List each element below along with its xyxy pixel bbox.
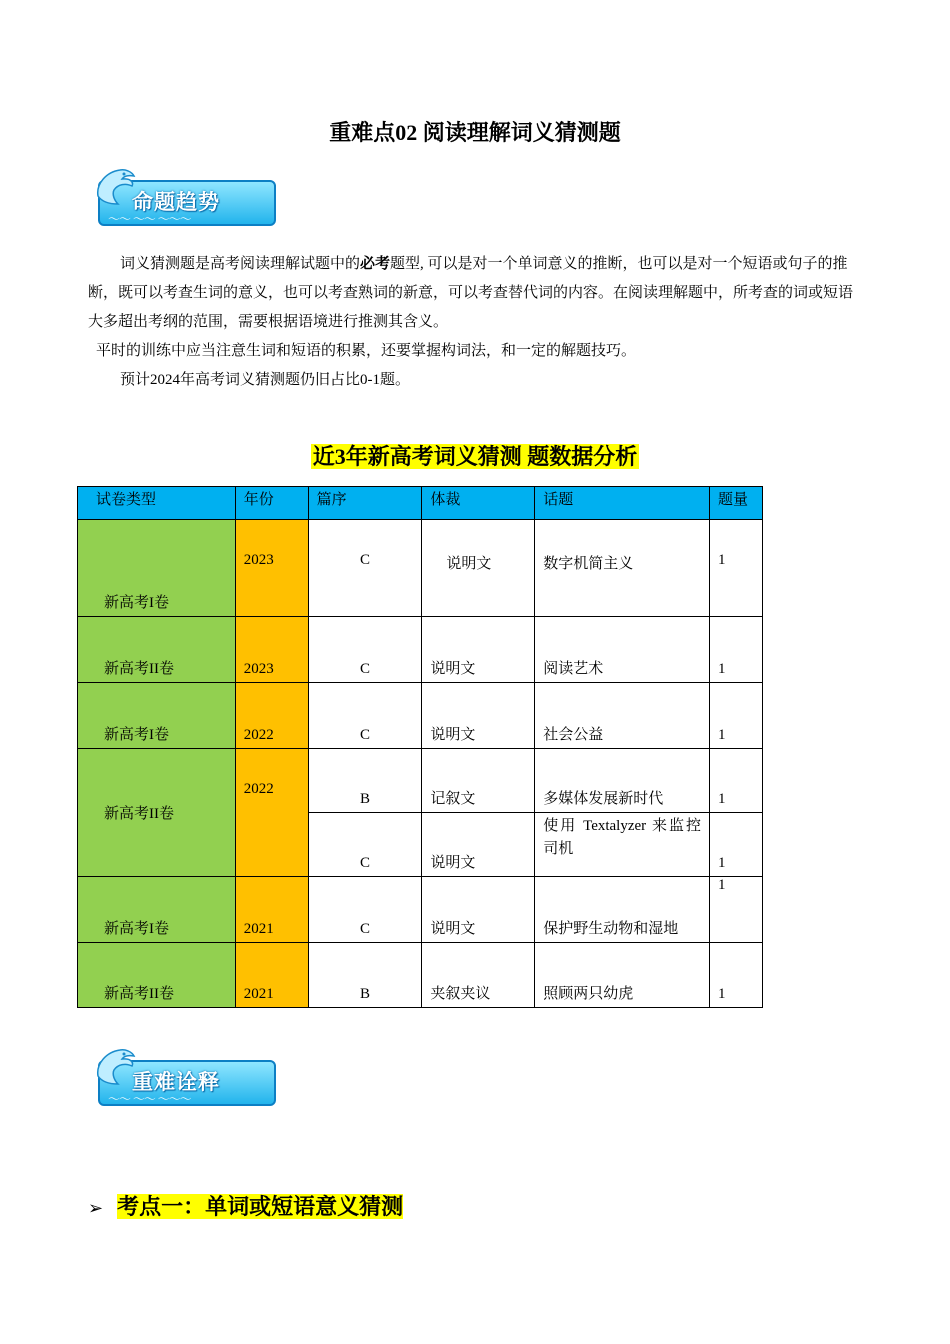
cell-order: C (308, 813, 422, 877)
badge-label: 重难诠释 (132, 1070, 220, 1094)
header-year: 年份 (235, 487, 308, 520)
cell-order: C (308, 520, 422, 617)
cell-count: 1 (710, 749, 763, 813)
table-title-text: 近3年新高考词义猜测 题数据分析 (312, 444, 638, 469)
kaodian-label: 考点一：单词或短语意义猜测 (117, 1194, 404, 1219)
header-order: 篇序 (308, 487, 422, 520)
intro-paragraph-3: 预计2024年高考词义猜测题仍旧占比0-1题。 (120, 372, 410, 388)
kaodian-heading (88, 1190, 403, 1221)
section-badge-explain (92, 1046, 280, 1112)
intro-bold-text: 必考 (360, 256, 391, 272)
arrow-icon: ➢ (88, 1198, 104, 1219)
cell-genre: 夹叙夹议 (422, 943, 535, 1008)
header-paper: 试卷类型 (78, 487, 236, 520)
cell-paper: 新高考I卷 (78, 877, 236, 943)
cell-order: C (308, 877, 422, 943)
cell-genre: 说明文 (422, 520, 535, 617)
page-title: 重难点02 阅读理解词义猜测题 (329, 120, 621, 145)
cell-topic: 社会公益 (535, 683, 710, 749)
cell-order: C (308, 683, 422, 749)
cell-topic: 阅读艺术 (535, 617, 710, 683)
badge-label: 命题趋势 (132, 190, 220, 214)
table-header-row (78, 487, 763, 520)
table-row (78, 683, 763, 749)
data-table (77, 486, 763, 1008)
intro-paragraph-2: 平时的训练中应当注意生词和短语的积累，还要掌握构词法，和一定的解题技巧。 (96, 343, 637, 359)
table-title (0, 440, 950, 471)
cell-paper: 新高考I卷 (78, 683, 236, 749)
cell-year: 2022 (235, 749, 308, 877)
cell-topic: 多媒体发展新时代 (535, 749, 710, 813)
cell-topic: 照顾两只幼虎 (535, 943, 710, 1008)
cell-paper: 新高考II卷 (78, 749, 236, 877)
cell-count: 1 (710, 617, 763, 683)
table-row (78, 943, 763, 1008)
cell-count: 1 (710, 520, 763, 617)
cell-paper: 新高考II卷 (78, 617, 236, 683)
cell-year: 2022 (235, 683, 308, 749)
cell-order: B (308, 749, 422, 813)
table-row (78, 877, 763, 943)
cell-order: C (308, 617, 422, 683)
table-row (78, 749, 763, 813)
cell-genre: 说明文 (422, 683, 535, 749)
cell-topic: 保护野生动物和湿地 (535, 877, 710, 943)
cell-count: 1 (710, 943, 763, 1008)
cell-count: 1 (710, 877, 763, 943)
intro-text: 题型, 可以是对一个单词意义的推断，也可以是对一个短语或句子的推断，既可以考查生词的意义，也可以考查熟词的新意，可以考查替代词的内容。在阅读理解题中，所考查的词或短语大多超出考纲的范围，需要根据语境进行推测其含义。 (88, 256, 854, 330)
cell-genre: 说明文 (422, 617, 535, 683)
section-badge-trend (92, 166, 280, 232)
cell-count: 1 (710, 813, 763, 877)
intro-text: 词义猜测题是高考阅读理解试题中的 (120, 256, 361, 272)
header-count: 题量 (710, 487, 763, 520)
header-topic: 话题 (535, 487, 710, 520)
cell-year: 2023 (235, 520, 308, 617)
cell-topic: 数字机简主义 (535, 520, 710, 617)
cell-paper: 新高考I卷 (78, 520, 236, 617)
cell-year: 2021 (235, 877, 308, 943)
table-row (78, 617, 763, 683)
cell-genre: 记叙文 (422, 749, 535, 813)
cell-genre: 说明文 (422, 813, 535, 877)
wave-decoration: ～～ ～～ ～～～ (108, 1092, 191, 1106)
cell-genre: 说明文 (422, 877, 535, 943)
cell-year: 2021 (235, 943, 308, 1008)
cell-count: 1 (710, 683, 763, 749)
table-row (78, 520, 763, 617)
intro-section (88, 250, 864, 395)
cell-order: B (308, 943, 422, 1008)
header-genre: 体裁 (422, 487, 535, 520)
wave-decoration: ～～ ～～ ～～～ (108, 212, 191, 226)
cell-topic: 使用 Textalyzer 来监控司机 (535, 813, 710, 877)
intro-paragraph-1 (88, 250, 864, 337)
cell-year: 2023 (235, 617, 308, 683)
cell-paper: 新高考II卷 (78, 943, 236, 1008)
